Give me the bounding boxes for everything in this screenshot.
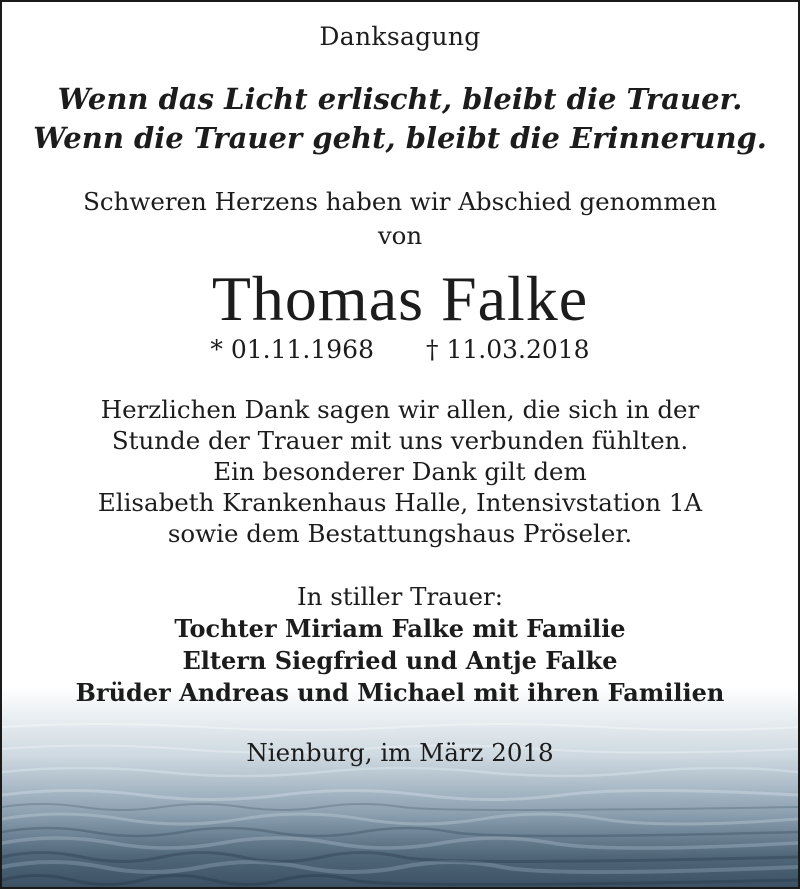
notice-heading: Danksagung [319, 22, 481, 51]
water-background-image [2, 687, 798, 887]
mourner-line: Eltern Siegfried und Antje Falke [182, 646, 618, 675]
intro-line-2: von [377, 221, 423, 250]
death-date: † 11.03.2018 [426, 335, 590, 364]
life-dates [2, 335, 798, 364]
mourner-line: Tochter Miriam Falke mit Familie [174, 614, 626, 643]
thanks-line: sowie dem Bestattungshaus Pröseler. [167, 519, 633, 548]
water-ripples [2, 687, 798, 887]
mourners-intro: In stiller Trauer: [296, 582, 504, 611]
deceased-name: Thomas Falke [211, 263, 589, 334]
quote-line-1: Wenn das Licht erlischt, bleibt die Trauer. [57, 82, 743, 116]
mourner-line: Brüder Andreas und Michael mit ihren Familien [75, 678, 725, 707]
place-and-date: Nienburg, im März 2018 [246, 738, 554, 767]
thanks-line: Stunde der Trauer mit uns verbunden fühlten. [111, 426, 689, 455]
quote-line-2: Wenn die Trauer geht, bleibt die Erinnerung. [33, 121, 767, 155]
intro-line-1: Schweren Herzens haben wir Abschied genommen [83, 187, 717, 216]
thanks-line: Elisabeth Krankenhaus Halle, Intensivstation 1A [97, 488, 703, 517]
thanks-line: Herzlichen Dank sagen wir allen, die sich in der [100, 395, 700, 424]
birth-date: * 01.11.1968 [210, 335, 374, 364]
thanks-line: Ein besonderer Dank gilt dem [213, 457, 587, 486]
